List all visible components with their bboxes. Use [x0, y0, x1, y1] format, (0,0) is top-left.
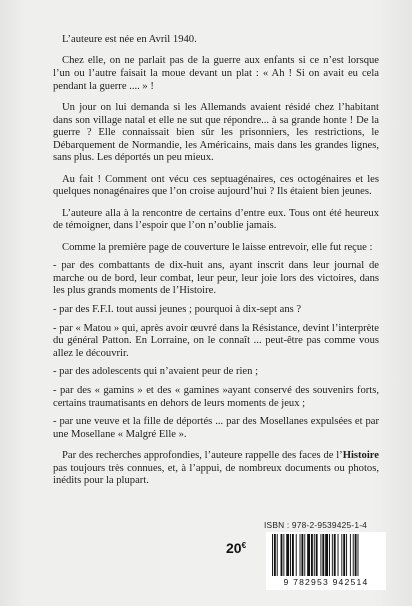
list-item-ffi [53, 304, 379, 317]
back-cover-text [53, 34, 379, 497]
barcode-bar [277, 534, 278, 576]
paragraph-text: Chez elle, on ne parlait pas de la guerre aux enfants si ce n’est lorsque l’un ou l’autre faisait la moue devant un plat : « Ah ! Si on avait eu cela pendant la guerre .... » ! [53, 55, 379, 92]
paragraph-text: - par une veuve et la fille de déportés ... par des Mosellanes expulsées et par une Mosellane « Malgré Elle ». [53, 416, 379, 440]
paragraph-text: L’auteure alla à la rencontre de certains d’entre eux. Tous ont été heureux de témoigner, dans l’espoir que l’on n’oublie jamais. [53, 207, 379, 232]
paragraph-text: - par des F.F.I. tout aussi jeunes ; pourquoi à dix-sept ans ? [53, 304, 302, 316]
paragraph-text: - par « Matou » qui, après avoir œuvré dans la Résistance, devint l’interprète du général Patton. En Lorraine, on le connaît ... peut-être pas comme vous allez le découvrir. [53, 322, 379, 359]
paragraph-elders [53, 174, 379, 199]
barcode-bar [358, 534, 359, 576]
list-item-children [53, 385, 379, 410]
barcode-bar [316, 534, 318, 576]
barcode-bar [301, 534, 303, 576]
paragraph-cover-intro [53, 242, 379, 255]
barcode-bar [334, 534, 336, 576]
currency-symbol: € [241, 541, 247, 550]
barcode-bar [272, 534, 273, 576]
paragraph-research [53, 450, 379, 488]
paragraph-text: Au fait ! Comment ont vécu ces septuagénaires, ces octogénaires et les quelques nonagénaires que l’on croise aujourd’hui ? Ils étaient bien jeunes. [53, 173, 379, 198]
barcode-bar [325, 534, 328, 576]
barcode-bar [338, 534, 339, 576]
barcode-bar [304, 534, 305, 576]
paragraph-childhood [53, 55, 379, 93]
barcode-bars [266, 532, 386, 578]
barcode-bar [274, 534, 276, 576]
barcode-bar [300, 534, 301, 576]
paragraph-encounters [53, 208, 379, 233]
price-value: 20 [226, 540, 242, 556]
paragraph-text: Par des recherches approfondies, l’auteure rappelle des faces de l’ [62, 450, 343, 462]
list-item-combatants [53, 260, 379, 298]
barcode-bar [296, 534, 297, 576]
paragraph-question [53, 102, 379, 165]
barcode-bar [290, 534, 291, 576]
barcode-bar [307, 534, 310, 576]
paragraph-text: - par des combattants de dix-huit ans, ayant inscrit dans leur journal de marche ou de bord, leur combat, leur peur, leur joie lors des victoires, dans les plus grands moments de l’Histoire. [53, 260, 379, 297]
paragraph-text: L’auteure est née en Avril 1940. [62, 34, 197, 45]
isbn-label: ISBN : 978-2-9539425-1-4 [264, 520, 368, 530]
barcode-bar [314, 534, 315, 576]
price-label [226, 540, 246, 556]
barcode-bar [341, 534, 342, 576]
barcode-digits: 9 782953 942514 [266, 577, 386, 587]
paragraph-text: - par des « gamins » et des « gamines »ayant conservé des souvenirs forts, certains traumatisants en dehors de leurs moments de jeux ; [53, 385, 379, 409]
paragraph-birth [53, 34, 379, 47]
list-item-adolescents [53, 366, 379, 379]
barcode-bar [355, 534, 357, 576]
barcode-bar [322, 534, 324, 576]
paragraph-text: - par des adolescents qui n’avaient peur de rien ; [53, 366, 259, 378]
barcode-bar [329, 534, 330, 576]
barcode-bar [283, 534, 284, 576]
barcode-bar [292, 534, 294, 576]
barcode-bar [350, 534, 351, 576]
paragraph-text: Comme la première page de couverture le laisse entrevoir, elle fut reçue : [62, 241, 373, 253]
barcode-bar [286, 534, 289, 576]
paragraph-text: Un jour on lui demanda si les Allemands avaient résidé chez l’habitant dans son village natal et elle ne sut que répondre... à sa grande honte ! De la guerre ? Elle connaissait bien sûr les prisonniers, les restrictions, le Débarquement de Normandie, les Américains, mais dans les grandes lignes, sans plus. Les déportés un peu mieux. [53, 101, 379, 164]
paragraph-text: pas toujours très connues, et, à l’appui, de nombreux documents ou photos, inédits pour la plupart. [53, 462, 379, 487]
barcode-bar [343, 534, 345, 576]
barcode-bar [281, 534, 283, 576]
barcode-bar [332, 534, 333, 576]
emphasis-text: Histoire [342, 450, 379, 462]
list-item-matou [53, 323, 379, 361]
barcode-bar [320, 534, 321, 576]
barcode-bar [311, 534, 313, 576]
barcode-bar [346, 534, 347, 576]
list-item-widow [53, 416, 379, 441]
barcode-bar [353, 534, 354, 576]
